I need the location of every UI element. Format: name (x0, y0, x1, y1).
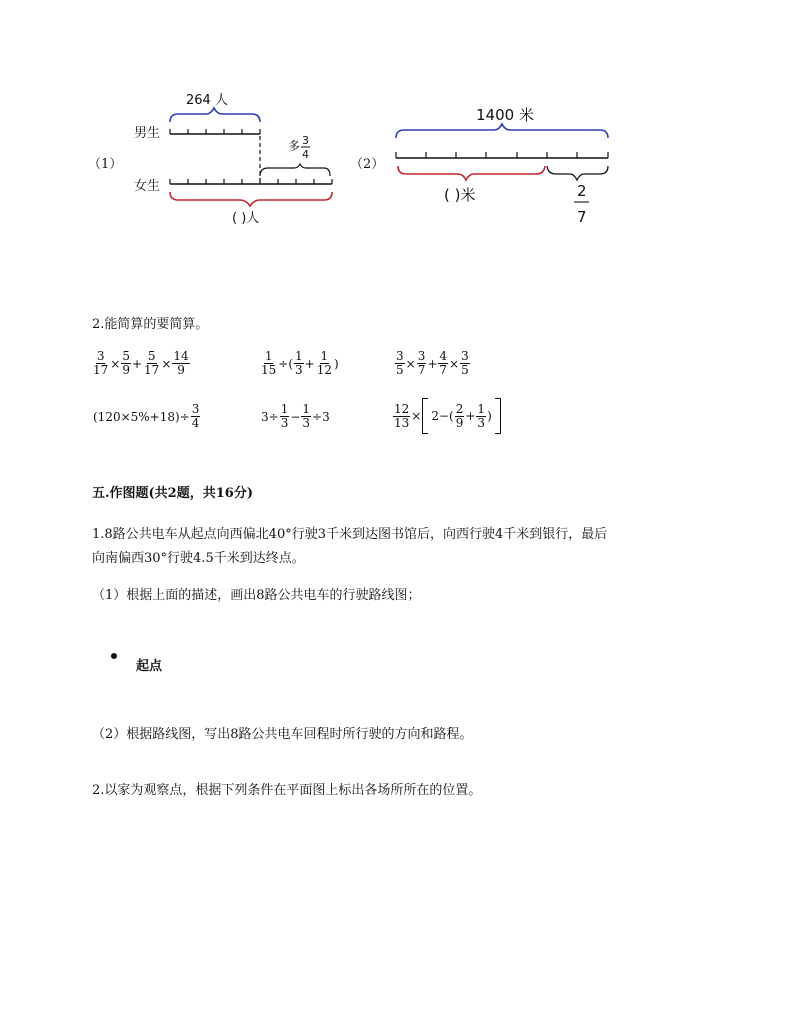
expression-6: $\frac{12}{13}$ × 2−( $\frac{2}{9}$ + $\frac{1}{3}$ ) (393, 398, 501, 434)
expression-3: $\frac{3}{5}$ × $\frac{3}{7}$ + $\frac{4}{7}$ × $\frac{3}{5}$ (396, 349, 469, 377)
diagram2-fraction-num: 2 (577, 182, 587, 200)
expression-1: $\frac{3}{17}$ × $\frac{5}{9}$ + $\frac{5}{17}$ × $\frac{14}{9}$ (93, 349, 189, 377)
expression-5: 3÷ $\frac{1}{3}$ − $\frac{1}{3}$ ÷3 (261, 402, 330, 430)
question2-title: 2.能简算的要简算。 (92, 317, 209, 332)
expression-4: (120×5%+18)÷ $\frac{3}{4}$ (93, 402, 200, 430)
problem1-sub2: （2）根据路线图，写出8路公共电车回程时所行驶的方向和路程。 (92, 727, 473, 742)
diagram2-bottom-left-label: ( )米 (444, 186, 476, 204)
start-point-label: 起点 (136, 659, 163, 674)
expression-2: $\frac{1}{15}$ ÷( $\frac{1}{3}$ + $\frac{1}{12}$ ) (261, 349, 339, 377)
problem1-line2: 向南偏西30°行驶4.5千米到达终点。 (92, 551, 305, 566)
diagram1-extra-num: 3 (302, 134, 309, 147)
diagram1-number: （1） (88, 157, 123, 172)
section5-title: 五.作图题(共2题，共16分) (92, 486, 253, 501)
diagram1-boys-label: 男生 (134, 126, 161, 141)
diagram2-top-label: 1400 米 (476, 106, 534, 124)
start-point-dot (111, 653, 117, 659)
left-bracket (422, 398, 428, 434)
diagram1-girls-label: 女生 (134, 179, 161, 194)
diagram1-top-label: 264 人 (186, 93, 228, 108)
diagram2-bars (388, 96, 618, 231)
problem2-text: 2.以家为观察点，根据下列条件在平面图上标出各场所所在的位置。 (92, 783, 482, 798)
problem1-sub1: （1）根据上面的描述，画出8路公共电车的行驶路线图； (92, 588, 421, 603)
problem1-line1: 1.8路公共电车从起点向西偏北40°行驶3千米到达图书馆后，向西行驶4千米到银行，最后 (92, 527, 608, 542)
diagram2-fraction-den: 7 (577, 208, 587, 226)
diagram1-bars (160, 88, 350, 238)
diagram1-bottom-label: ( )人 (232, 211, 260, 226)
right-bracket (495, 398, 501, 434)
diagram1-extra-prefix: 多 (288, 139, 301, 153)
diagram2-number: （2） (350, 157, 385, 172)
diagram1-extra-den: 4 (302, 148, 309, 161)
